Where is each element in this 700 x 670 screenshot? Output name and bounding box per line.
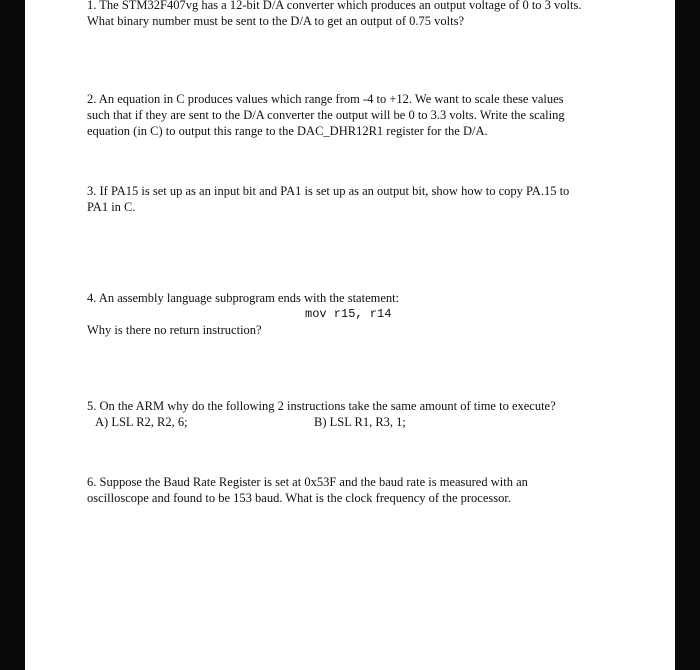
option-a: A) LSL R2, R2, 6; — [95, 415, 188, 429]
question-6 — [87, 474, 607, 506]
question-text-line: 5. On the ARM why do the following 2 instructions take the same amount of time to execute? — [87, 399, 556, 413]
question-5 — [87, 398, 607, 430]
question-text-line: 1. The STM32F407vg has a 12-bit D/A converter which produces an output voltage of 0 to 3 volts. — [87, 0, 582, 12]
question-text-line: 3. If PA15 is set up as an input bit and PA1 is set up as an output bit, show how to copy PA.15 to — [87, 184, 570, 198]
code-statement: mov r15, r14 — [305, 307, 392, 321]
document-page — [25, 0, 675, 670]
question-followup-line: Why is there no return instruction? — [87, 323, 262, 337]
question-text-line: PA1 in C. — [87, 200, 136, 214]
question-text-line: 4. An assembly language subprogram ends with the statement: — [87, 291, 400, 305]
question-text-line: such that if they are sent to the D/A converter the output will be 0 to 3.3 volts. Write the scaling — [87, 108, 565, 122]
question-4 — [87, 290, 607, 338]
right-margin-bar — [675, 0, 700, 670]
left-margin-bar — [0, 0, 25, 670]
question-text-line: oscilloscope and found to be 153 baud. What is the clock frequency of the processor. — [87, 491, 511, 505]
option-b: B) LSL R1, R3, 1; — [314, 415, 406, 429]
question-1 — [87, 0, 607, 29]
question-2 — [87, 91, 607, 139]
question-text-line: equation (in C) to output this range to the DAC_DHR12R1 register for the D/A. — [87, 124, 488, 138]
question-3 — [87, 183, 607, 215]
question-text-line: What binary number must be sent to the D/A to get an output of 0.75 volts? — [87, 14, 465, 28]
question-text-line: 2. An equation in C produces values which range from -4 to +12. We want to scale these values — [87, 92, 564, 106]
instruction-options — [87, 414, 607, 430]
question-text-line: 6. Suppose the Baud Rate Register is set at 0x53F and the baud rate is measured with an — [87, 475, 528, 489]
